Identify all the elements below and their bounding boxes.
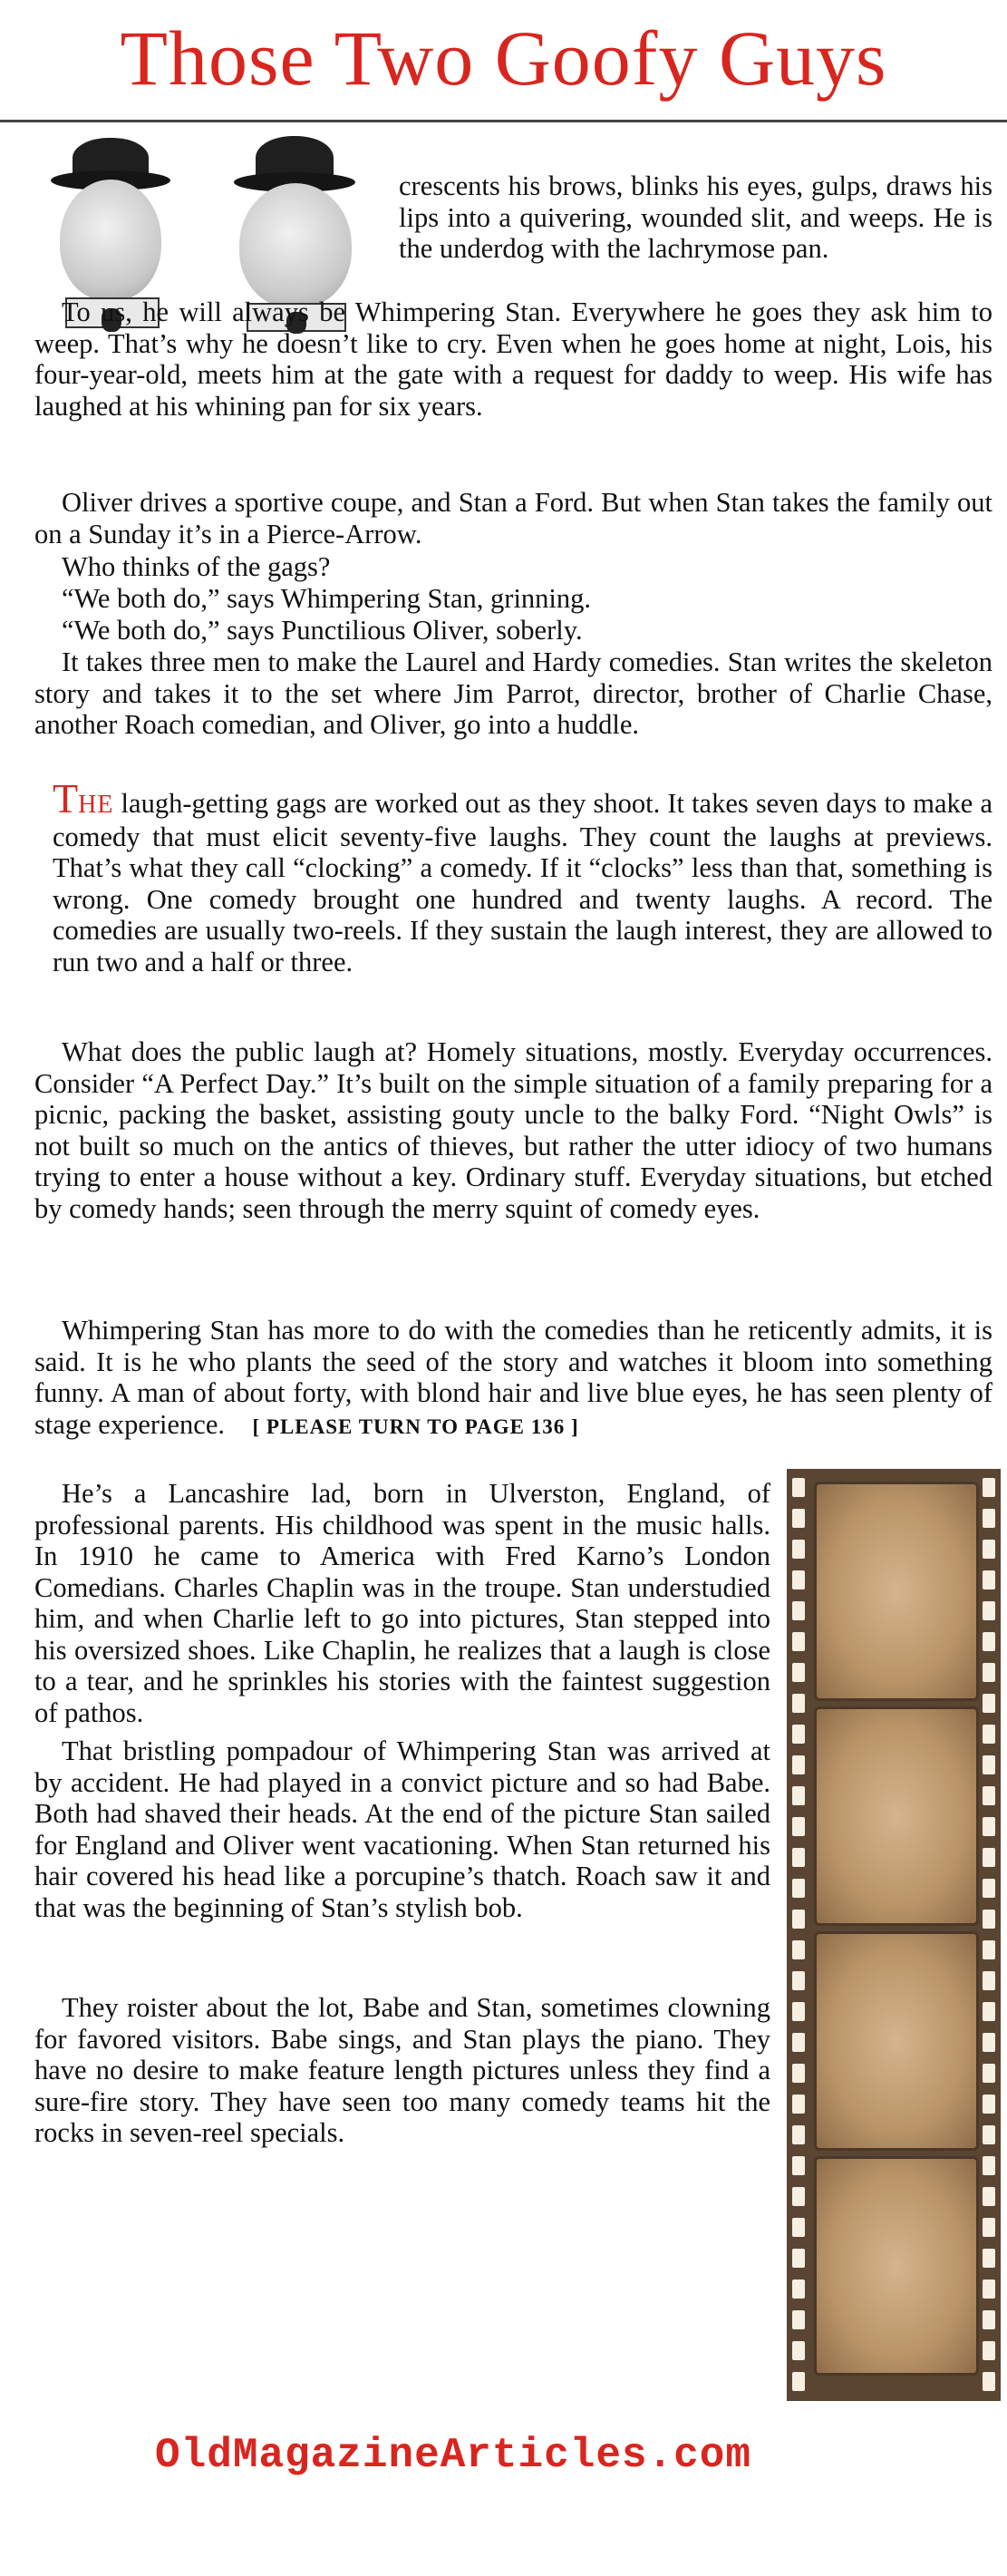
sprocket-hole [983, 2341, 995, 2360]
sprocket-hole [792, 2125, 805, 2144]
sprocket-hole [792, 2341, 805, 2360]
sprocket-hole [792, 1940, 805, 1959]
sprocket-hole [983, 2310, 995, 2329]
sprocket-hole [792, 2095, 805, 2114]
sprocket-hole [792, 2156, 805, 2175]
sprocket-hole [792, 1848, 805, 1867]
sprocket-hole [792, 2033, 805, 2052]
sprocket-hole [983, 1694, 995, 1713]
sprocket-hole [983, 2249, 995, 2268]
sprocket-hole [983, 2125, 995, 2144]
title-divider [0, 120, 1007, 122]
sprocket-holes-left [792, 1469, 805, 2401]
sprocket-hole [792, 1601, 805, 1620]
quote-paragraph: “We both do,” says Whimpering Stan, grinning. [62, 583, 592, 614]
article-paragraph: crescents his brows, blinks his eyes, gulps, draws his lips into a quivering, wounded slit, and weeps. He is the underdog with the lachrymose pan. [399, 170, 992, 264]
paragraph-text: laugh-getting gags are worked out as they shoot. It takes seven days to make a comedy that must elicit seventy-five laughs. They count the laughs at previews. That’s what they call “clocking” a comedy. If it “clocks” less than that, something is wrong. One comedy brought one hundred and twenty laughs. A record. The comedies are usually two-reels. If they sustain the laugh interest, they are allowed to run two and a half or three. [53, 788, 992, 977]
sprocket-hole [983, 1540, 995, 1559]
sprocket-hole [983, 2033, 995, 2052]
sprocket-hole [983, 2280, 995, 2299]
sprocket-hole [792, 2249, 805, 2268]
sprocket-hole [792, 1632, 805, 1651]
sprocket-hole [983, 2372, 995, 2391]
sprocket-hole [983, 2095, 995, 2114]
sprocket-hole [792, 1971, 805, 1990]
sprocket-hole [983, 1971, 995, 1990]
article-paragraph: Who thinks of the gags? [62, 551, 331, 582]
article-paragraph: To us, he will always be Whimpering Stan. Everywhere he goes they ask him to weep. That’s why he doesn’t like to cry. Even when he goes home at night, Lois, his four-year-old, meets him at the gate with a request for daddy to weep. His wife has laughed at his whining pan for six years. [34, 296, 992, 422]
sprocket-hole [792, 1509, 805, 1528]
sprocket-holes-right [983, 1469, 995, 2401]
sprocket-hole [792, 2002, 805, 2021]
lead-in: HE [78, 791, 114, 819]
film-frame [814, 1706, 979, 1926]
sprocket-hole [792, 1478, 805, 1497]
film-strip-graphic [787, 1469, 1001, 2401]
sprocket-hole [792, 2280, 805, 2299]
quote-paragraph: “We both do,” says Punctilious Oliver, soberly. [62, 615, 583, 646]
paragraph-text: Whimpering Stan has more to do with the comedies than he reticently admits, it is said. It is he who plants the seed of the story and watches it bloom into something funny. A man of about forty, with blond hair and live blue eyes, he has seen plenty of stage experience. [34, 1315, 992, 1440]
article-paragraph: What does the public laugh at? Homely situations, mostly. Everyday occurrences. Consider “A Perfect Day.” It’s built on the simple situation of a family preparing for a picnic, packing the basket, assisting gouty uncle to the balky Ford. “Night Owls” is not built so much on the antics of thieves, but rather the utter idiocy of two humans trying to enter a house without a key. Ordinary stuff. Everyday situations, but etched by comedy hands; seen through the merry squint of comedy eyes. [34, 1036, 992, 1224]
sprocket-hole [792, 1694, 805, 1713]
sprocket-hole [983, 1663, 995, 1682]
sprocket-hole [983, 1879, 995, 1898]
sprocket-hole [792, 1755, 805, 1774]
sprocket-hole [792, 2310, 805, 2329]
sprocket-hole [792, 1879, 805, 1898]
article-paragraph: It takes three men to make the Laurel and Hardy comedies. Stan writes the skeleton story and takes it to the set where Jim Parrot, director, brother of Charlie Chase, another Roach comedian, and Oliver, go into a huddle. [34, 646, 992, 740]
film-frame [814, 1931, 979, 2151]
sprocket-hole [792, 2187, 805, 2206]
sprocket-hole [792, 2372, 805, 2391]
sprocket-hole [983, 2156, 995, 2175]
sprocket-hole [983, 1910, 995, 1929]
sprocket-hole [983, 2218, 995, 2237]
continuation-note: [ PLEASE TURN TO PAGE 136 ] [252, 1414, 579, 1438]
sprocket-hole [792, 2218, 805, 2237]
sprocket-hole [983, 2064, 995, 2083]
sprocket-hole [792, 1786, 805, 1805]
sprocket-hole [983, 1786, 995, 1805]
sprocket-hole [983, 1478, 995, 1497]
sprocket-hole [792, 1817, 805, 1836]
sprocket-hole [983, 1725, 995, 1744]
sprocket-hole [983, 1601, 995, 1620]
article-paragraph [53, 775, 992, 977]
article-paragraph: That bristling pompadour of Whimpering Stan was arrived at by accident. He had played in a convict picture and so had Babe. Both had shaved their heads. At the end of the picture Stan sailed for England and Oliver went vacationing. When Stan returned his hair covered his head like a porcupine’s thatch. Roach saw it and that was the beginning of Stan’s stylish bob. [34, 1735, 770, 1923]
film-frame [814, 1482, 979, 1701]
sprocket-hole [983, 1509, 995, 1528]
sprocket-hole [792, 1725, 805, 1744]
film-frame [814, 2156, 979, 2376]
sprocket-hole [983, 2187, 995, 2206]
sprocket-hole [983, 1848, 995, 1867]
sprocket-hole [792, 1570, 805, 1589]
sprocket-hole [983, 2002, 995, 2021]
sprocket-hole [983, 1940, 995, 1959]
sprocket-hole [983, 1755, 995, 1774]
sprocket-hole [792, 1540, 805, 1559]
drop-cap: T [53, 775, 79, 821]
article-paragraph: They roister about the lot, Babe and Stan, sometimes clowning for favored visitors. Babe sings, and Stan plays the piano. They have no desire to make feature length pictures unless they find a sure-fire story. They have seen too many comedy teams hit the rocks in seven-reel specials. [34, 1992, 770, 2148]
sprocket-hole [792, 1910, 805, 1929]
sprocket-hole [983, 1570, 995, 1589]
article-paragraph [34, 1315, 992, 1443]
sprocket-hole [792, 1663, 805, 1682]
sprocket-hole [983, 1817, 995, 1836]
sprocket-hole [792, 2064, 805, 2083]
article-paragraph: He’s a Lancashire lad, born in Ulverston, England, of professional parents. His childhood was spent in the music halls. In 1910 he came to America with Fred Karno’s London Comedians. Charles Chaplin was in the troupe. Stan understudied him, and when Charlie left to go into pictures, Stan stepped into his oversized shoes. Like Chaplin, he realizes that a laugh is close to a tear, and he sprinkles his stories with the faintest suggestion of pathos. [34, 1478, 770, 1728]
article-paragraph: Oliver drives a sportive coupe, and Stan a Ford. But when Stan takes the family out on a Sunday it’s in a Pierce-Arrow. [34, 487, 992, 549]
site-watermark: OldMagazineArticles.com [155, 2432, 751, 2479]
sprocket-hole [983, 1632, 995, 1651]
page-title: Those Two Goofy Guys [120, 15, 887, 102]
